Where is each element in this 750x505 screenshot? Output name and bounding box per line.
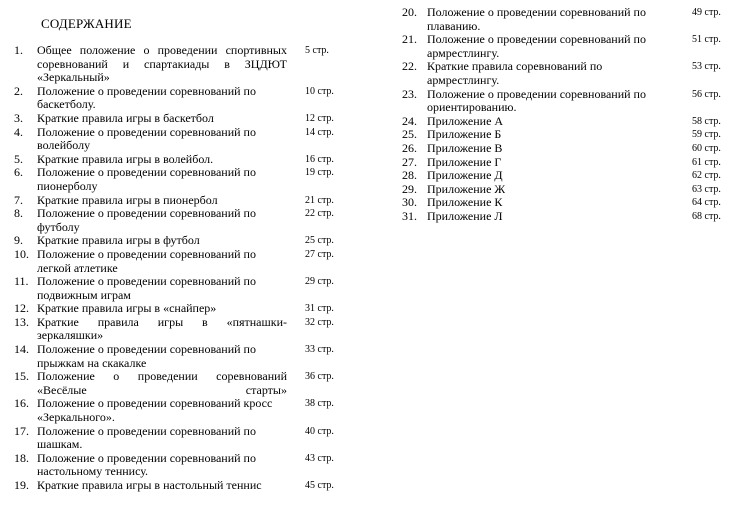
toc-entry[interactable] [14, 302, 339, 316]
entry-number: 5. [14, 151, 23, 166]
entry-number: 30. [402, 195, 417, 210]
entry-page: 38 стр. [305, 398, 334, 410]
entry-title: Приложение Л [427, 208, 503, 223]
entry-number: 10. [14, 246, 29, 261]
toc-entry[interactable] [402, 88, 732, 115]
toc-entry[interactable] [402, 128, 732, 142]
entry-page: 27 стр. [305, 248, 334, 260]
entry-title: Приложение Г [427, 154, 502, 169]
entry-page: 68 стр. [692, 210, 721, 222]
entry-title: Положение о проведении соревнований по легкой атлетике [37, 246, 256, 275]
toc-entry[interactable] [14, 126, 339, 153]
entry-title: Краткие правила игры в волейбол. [37, 151, 214, 166]
toc-entry[interactable] [14, 112, 339, 126]
entry-number: 11. [14, 274, 29, 289]
toc-entry[interactable] [402, 196, 732, 210]
entry-page: 19 стр. [305, 167, 334, 179]
entry-page: 32 стр. [305, 316, 334, 328]
entry-page: 64 стр. [692, 197, 721, 209]
entry-number: 18. [14, 450, 29, 465]
entry-page: 5 стр. [305, 45, 329, 56]
toc-right-column [402, 6, 732, 224]
entry-title: Краткие правила игры в «снайпер» [37, 301, 217, 316]
toc-entry[interactable] [14, 44, 339, 85]
toc-left-column [14, 44, 339, 493]
toc-entry[interactable] [14, 194, 339, 208]
entry-number: 19. [14, 478, 29, 492]
entry-number: 2. [14, 83, 23, 98]
entry-page: 59 стр. [692, 129, 721, 141]
toc-entry[interactable] [402, 183, 732, 197]
entry-page: 56 стр. [692, 88, 721, 100]
entry-number: 8. [14, 206, 23, 221]
entry-title: Положение о проведении соревнований по плаванию. [427, 5, 646, 33]
toc-entry[interactable] [402, 169, 732, 183]
toc-entry[interactable] [14, 234, 339, 248]
toc-entry[interactable] [14, 370, 339, 397]
entry-title: Положение о проведении соревнований по шашкам. [37, 423, 256, 452]
entry-page: 29 стр. [305, 276, 334, 288]
toc-entry[interactable] [402, 6, 732, 33]
entry-page: 36 стр. [305, 371, 334, 383]
toc-entry[interactable] [14, 397, 339, 424]
entry-title: Приложение Ж [427, 181, 506, 196]
entry-number: 23. [402, 86, 417, 101]
entry-number: 3. [14, 110, 23, 125]
entry-title: Приложение Д [427, 168, 503, 183]
entry-number: 6. [14, 165, 23, 180]
entry-title: Краткие правила игры в футбол [37, 233, 200, 248]
toc-title: СОДЕРЖАНИЕ [41, 16, 132, 31]
entry-page: 61 стр. [692, 156, 721, 168]
entry-title: Положение о проведении соревнований кросс «Зеркального». [37, 396, 273, 425]
entry-page: 12 стр. [305, 112, 334, 124]
entry-title: Приложение К [427, 195, 503, 210]
entry-number: 24. [402, 113, 417, 128]
entry-number: 28. [402, 168, 417, 183]
toc-entry[interactable] [14, 166, 339, 193]
entry-page: 60 стр. [692, 142, 721, 154]
entry-title: Краткие правила игры в настольный теннис [37, 478, 262, 492]
entry-page: 62 стр. [692, 170, 721, 182]
entry-title: Приложение Б [427, 127, 502, 142]
toc-entry[interactable] [402, 210, 732, 224]
toc-entry[interactable] [14, 85, 339, 112]
entry-page: 10 стр. [305, 85, 334, 97]
entry-page: 43 стр. [305, 452, 334, 464]
entry-number: 17. [14, 423, 29, 438]
toc-entry[interactable] [402, 142, 732, 156]
entry-page: 45 стр. [305, 480, 334, 491]
entry-number: 22. [402, 59, 417, 74]
entry-page: 16 стр. [305, 153, 334, 165]
entry-title: Краткие правила игры в пионербол [37, 192, 218, 207]
entry-title: Приложение В [427, 140, 503, 155]
entry-number: 1. [14, 43, 23, 57]
entry-number: 21. [402, 32, 417, 47]
entry-number: 27. [402, 154, 417, 169]
entry-title: Положение о проведении соревнований по пионерболу [37, 165, 256, 193]
toc-entry[interactable] [14, 153, 339, 167]
entry-number: 7. [14, 192, 23, 207]
toc-entry[interactable] [14, 207, 339, 234]
entry-number: 16. [14, 396, 29, 411]
entry-title: Краткие правила соревнований по армрестлингу. [427, 59, 603, 87]
entry-title: Положение о проведении соревнований по подвижным играм [37, 274, 256, 302]
entry-title: Общее положение о проведении спортивных соревнований и спартакиады в ЗЦДЮТ «Зеркальный» [37, 43, 287, 85]
entry-title: Краткие правила игры в баскетбол [37, 110, 214, 125]
entry-page: 53 стр. [692, 61, 721, 73]
entry-number: 12. [14, 301, 29, 316]
entry-page: 51 стр. [692, 34, 721, 46]
toc-entry[interactable] [14, 248, 339, 275]
toc-entry[interactable] [14, 275, 339, 302]
entry-title: Положение о проведении соревнований по ориентированию. [427, 86, 646, 115]
entry-number: 15. [14, 369, 29, 384]
toc-entry[interactable] [14, 425, 339, 452]
entry-number: 25. [402, 127, 417, 142]
entry-title: Положение о проведении соревнований по баскетболу. [37, 83, 256, 112]
entry-page: 33 стр. [305, 344, 334, 356]
toc-entry[interactable] [402, 115, 732, 129]
toc-entry[interactable] [14, 479, 339, 493]
entry-title: Приложение А [427, 113, 504, 128]
toc-entry[interactable] [402, 33, 732, 60]
entry-page: 21 стр. [305, 194, 334, 206]
toc-entry[interactable] [402, 60, 732, 87]
entry-page: 25 стр. [305, 235, 334, 247]
toc-entry[interactable] [14, 452, 339, 479]
entry-page: 58 стр. [692, 115, 721, 127]
entry-title: Положение о проведении соревнований по волейболу [37, 124, 256, 153]
entry-number: 29. [402, 181, 417, 196]
entry-number: 14. [14, 342, 29, 357]
entry-title: Краткие правила игры в «пятнашки-зеркаляшки» [37, 314, 287, 343]
entry-number: 4. [14, 124, 23, 139]
entry-page: 40 стр. [305, 425, 334, 437]
entry-number: 13. [14, 314, 29, 329]
entry-title: Положение о проведении соревнований «Весёлые старты» [37, 369, 287, 397]
entry-number: 26. [402, 140, 417, 155]
entry-page: 49 стр. [692, 7, 721, 18]
toc-entry[interactable] [402, 156, 732, 170]
toc-entry[interactable] [14, 316, 339, 343]
entry-page: 31 стр. [305, 303, 334, 315]
entry-page: 14 стр. [305, 126, 334, 138]
entry-number: 31. [402, 208, 417, 223]
entry-page: 22 стр. [305, 208, 334, 220]
entry-number: 9. [14, 233, 23, 248]
entry-title: Положение о проведении соревнований по прыжкам на скакалке [37, 342, 256, 370]
entry-title: Положение о проведении соревнований по футболу [37, 206, 256, 234]
entry-title: Положение о проведении соревнований по настольному теннису. [37, 450, 256, 479]
entry-title: Положение о проведении соревнований по армрестлингу. [427, 32, 646, 60]
entry-number: 20. [402, 5, 417, 19]
entry-page: 63 стр. [692, 183, 721, 195]
toc-entry[interactable] [14, 343, 339, 370]
